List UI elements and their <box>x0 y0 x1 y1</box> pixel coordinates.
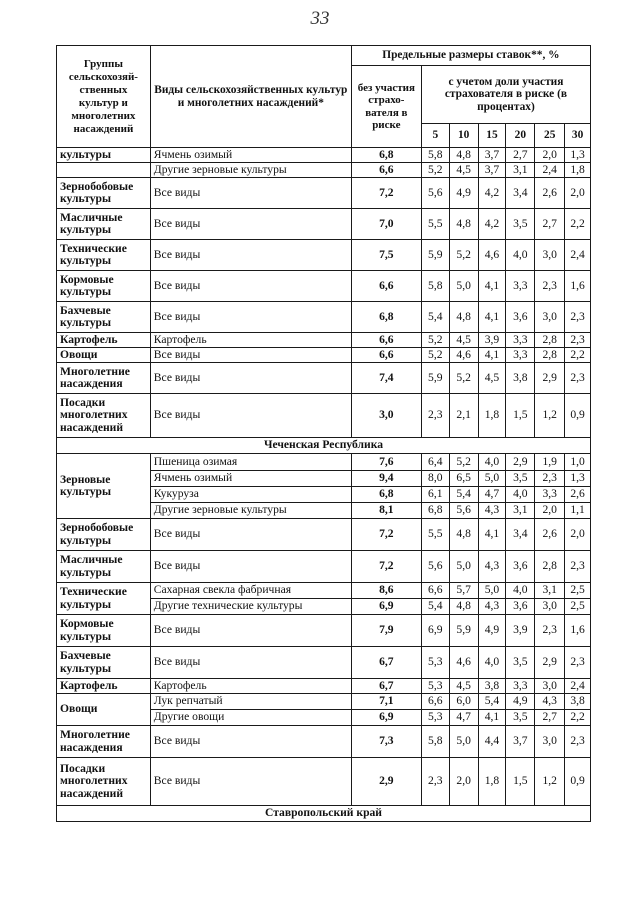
table-row <box>57 615 591 647</box>
share-rate-cell: 6,8 <box>421 503 449 519</box>
share-rate-cell: 2,0 <box>535 503 565 519</box>
share-rate-cell: 2,5 <box>565 583 591 599</box>
group-cell: Кормовые культуры <box>57 271 151 302</box>
share-rate-cell: 4,5 <box>449 679 478 694</box>
group-cell: Технические культуры <box>57 240 151 271</box>
share-rate-cell: 5,8 <box>421 271 449 302</box>
share-rate-cell: 3,0 <box>535 726 565 758</box>
share-rate-cell: 4,1 <box>478 710 506 726</box>
table-row <box>57 148 591 163</box>
table-row <box>57 363 591 394</box>
share-rate-cell: 5,3 <box>421 679 449 694</box>
share-rate-cell: 5,0 <box>478 583 506 599</box>
share-rate-cell: 6,6 <box>421 583 449 599</box>
crop-cell: Все виды <box>150 302 351 333</box>
base-rate-cell: 7,4 <box>351 363 421 394</box>
share-rate-cell: 2,5 <box>565 599 591 615</box>
share-rate-cell: 1,6 <box>565 271 591 302</box>
share-rate-cell: 4,3 <box>478 599 506 615</box>
crop-cell: Все виды <box>150 647 351 679</box>
share-rate-cell: 6,5 <box>449 471 478 487</box>
share-rate-cell: 2,1 <box>449 394 478 438</box>
share-rate-cell: 3,7 <box>506 726 535 758</box>
share-rate-cell: 2,4 <box>565 240 591 271</box>
crop-cell: Другие зерновые культуры <box>150 503 351 519</box>
crop-cell: Кукуруза <box>150 487 351 503</box>
table-row <box>57 209 591 240</box>
header-share-25: 25 <box>535 124 565 148</box>
share-rate-cell: 2,3 <box>565 363 591 394</box>
crop-cell: Пшеница озимая <box>150 454 351 471</box>
share-rate-cell: 2,6 <box>565 487 591 503</box>
share-rate-cell: 5,5 <box>421 209 449 240</box>
header-group: Группы сельскохозяй-ственных культур и многолетних насаждений <box>57 46 151 148</box>
share-rate-cell: 4,1 <box>478 519 506 551</box>
share-rate-cell: 3,1 <box>535 583 565 599</box>
group-cell: Бахчевые культуры <box>57 302 151 333</box>
share-rate-cell: 1,5 <box>506 758 535 806</box>
share-rate-cell: 4,8 <box>449 209 478 240</box>
share-rate-cell: 6,6 <box>421 694 449 710</box>
share-rate-cell: 5,6 <box>421 178 449 209</box>
share-rate-cell: 0,9 <box>565 394 591 438</box>
share-rate-cell: 5,4 <box>478 694 506 710</box>
base-rate-cell: 2,9 <box>351 758 421 806</box>
share-rate-cell: 3,6 <box>506 599 535 615</box>
share-rate-cell: 1,2 <box>535 394 565 438</box>
share-rate-cell: 2,4 <box>565 679 591 694</box>
share-rate-cell: 3,3 <box>506 348 535 363</box>
share-rate-cell: 2,3 <box>535 615 565 647</box>
share-rate-cell: 5,6 <box>449 503 478 519</box>
crop-cell: Картофель <box>150 333 351 348</box>
share-rate-cell: 3,3 <box>506 333 535 348</box>
share-rate-cell: 5,2 <box>421 163 449 178</box>
base-rate-cell: 7,9 <box>351 615 421 647</box>
share-rate-cell: 4,0 <box>506 487 535 503</box>
table-row <box>57 163 591 178</box>
share-rate-cell: 2,6 <box>535 178 565 209</box>
page-number: 33 <box>310 8 330 29</box>
share-rate-cell: 4,0 <box>478 454 506 471</box>
region-title: Чеченская Республика <box>57 438 591 454</box>
share-rate-cell: 4,3 <box>535 694 565 710</box>
region-header-stavropol <box>57 806 591 822</box>
share-rate-cell: 5,9 <box>449 615 478 647</box>
header-share-30: 30 <box>565 124 591 148</box>
share-rate-cell: 5,0 <box>478 471 506 487</box>
table-row <box>57 178 591 209</box>
table-row <box>57 519 591 551</box>
share-rate-cell: 3,1 <box>506 503 535 519</box>
base-rate-cell: 6,8 <box>351 302 421 333</box>
group-cell: Посадки многолетних насаждений <box>57 758 151 806</box>
share-rate-cell: 2,3 <box>565 726 591 758</box>
share-rate-cell: 4,8 <box>449 148 478 163</box>
share-rate-cell: 2,6 <box>535 519 565 551</box>
share-rate-cell: 2,7 <box>535 710 565 726</box>
share-rate-cell: 1,3 <box>565 471 591 487</box>
base-rate-cell: 6,6 <box>351 271 421 302</box>
crop-cell: Все виды <box>150 363 351 394</box>
share-rate-cell: 1,8 <box>565 163 591 178</box>
share-rate-cell: 4,3 <box>478 551 506 583</box>
share-rate-cell: 1,8 <box>478 758 506 806</box>
region-title: Ставропольский край <box>57 806 591 822</box>
share-rate-cell: 4,1 <box>478 348 506 363</box>
crop-cell: Другие овощи <box>150 710 351 726</box>
share-rate-cell: 3,6 <box>506 551 535 583</box>
header-share-15: 15 <box>478 124 506 148</box>
share-rate-cell: 3,9 <box>478 333 506 348</box>
table-row <box>57 647 591 679</box>
share-rate-cell: 5,3 <box>421 647 449 679</box>
share-rate-cell: 4,9 <box>478 615 506 647</box>
header-share-20: 20 <box>506 124 535 148</box>
header-crop: Виды сельскохозяйственных культур и многолетних насаждений* <box>150 46 351 148</box>
base-rate-cell: 6,7 <box>351 647 421 679</box>
share-rate-cell: 5,9 <box>421 363 449 394</box>
share-rate-cell: 2,2 <box>565 209 591 240</box>
table-row <box>57 551 591 583</box>
share-rate-cell: 4,5 <box>449 333 478 348</box>
share-rate-cell: 3,4 <box>506 519 535 551</box>
group-cell: Зерновые культуры <box>57 454 151 519</box>
crop-cell: Все виды <box>150 240 351 271</box>
crop-cell: Другие технические культуры <box>150 599 351 615</box>
share-rate-cell: 3,3 <box>535 487 565 503</box>
share-rate-cell: 1,0 <box>565 454 591 471</box>
share-rate-cell: 1,5 <box>506 394 535 438</box>
crop-cell: Все виды <box>150 726 351 758</box>
share-rate-cell: 0,9 <box>565 758 591 806</box>
share-rate-cell: 6,4 <box>421 454 449 471</box>
base-rate-cell: 6,6 <box>351 333 421 348</box>
share-rate-cell: 8,0 <box>421 471 449 487</box>
share-rate-cell: 5,2 <box>449 454 478 471</box>
share-rate-cell: 6,1 <box>421 487 449 503</box>
share-rate-cell: 2,9 <box>535 647 565 679</box>
base-rate-cell: 8,1 <box>351 503 421 519</box>
share-rate-cell: 2,3 <box>565 551 591 583</box>
share-rate-cell: 4,7 <box>449 710 478 726</box>
share-rate-cell: 2,3 <box>535 471 565 487</box>
share-rate-cell: 3,5 <box>506 209 535 240</box>
base-rate-cell: 6,9 <box>351 710 421 726</box>
share-rate-cell: 3,4 <box>506 178 535 209</box>
share-rate-cell: 2,2 <box>565 348 591 363</box>
share-rate-cell: 2,3 <box>535 271 565 302</box>
share-rate-cell: 2,0 <box>565 178 591 209</box>
share-rate-cell: 1,9 <box>535 454 565 471</box>
group-cell: Картофель <box>57 333 151 348</box>
share-rate-cell: 2,8 <box>535 348 565 363</box>
crop-cell: Все виды <box>150 615 351 647</box>
share-rate-cell: 2,3 <box>421 394 449 438</box>
share-rate-cell: 3,0 <box>535 240 565 271</box>
base-rate-cell: 7,2 <box>351 519 421 551</box>
crop-cell: Другие зерновые культуры <box>150 163 351 178</box>
share-rate-cell: 4,6 <box>478 240 506 271</box>
share-rate-cell: 2,8 <box>535 333 565 348</box>
group-cell <box>57 163 151 178</box>
share-rate-cell: 5,6 <box>421 551 449 583</box>
share-rate-cell: 3,0 <box>535 599 565 615</box>
table-row <box>57 271 591 302</box>
share-rate-cell: 5,0 <box>449 551 478 583</box>
share-rate-cell: 5,2 <box>449 240 478 271</box>
share-rate-cell: 3,5 <box>506 647 535 679</box>
share-rate-cell: 4,2 <box>478 178 506 209</box>
share-rate-cell: 2,0 <box>449 758 478 806</box>
base-rate-cell: 8,6 <box>351 583 421 599</box>
table-row <box>57 394 591 438</box>
group-cell: Картофель <box>57 679 151 694</box>
group-cell: Овощи <box>57 348 151 363</box>
group-cell: Масличные культуры <box>57 551 151 583</box>
share-rate-cell: 2,0 <box>565 519 591 551</box>
base-rate-cell: 6,7 <box>351 679 421 694</box>
table-row <box>57 679 591 694</box>
share-rate-cell: 3,3 <box>506 679 535 694</box>
share-rate-cell: 3,0 <box>535 679 565 694</box>
base-rate-cell: 7,2 <box>351 178 421 209</box>
share-rate-cell: 3,5 <box>506 471 535 487</box>
group-cell: Зернобобовые культуры <box>57 519 151 551</box>
share-rate-cell: 3,7 <box>478 148 506 163</box>
share-rate-cell: 4,0 <box>478 647 506 679</box>
crop-cell: Картофель <box>150 679 351 694</box>
share-rate-cell: 1,8 <box>478 394 506 438</box>
table-row <box>57 583 591 599</box>
table-row <box>57 240 591 271</box>
base-rate-cell: 9,4 <box>351 471 421 487</box>
share-rate-cell: 3,8 <box>506 363 535 394</box>
share-rate-cell: 5,2 <box>449 363 478 394</box>
share-rate-cell: 3,3 <box>506 271 535 302</box>
group-cell: Овощи <box>57 694 151 726</box>
share-rate-cell: 4,8 <box>449 519 478 551</box>
share-rate-cell: 5,4 <box>449 487 478 503</box>
share-rate-cell: 5,4 <box>421 302 449 333</box>
group-cell: Кормовые культуры <box>57 615 151 647</box>
share-rate-cell: 2,7 <box>535 209 565 240</box>
group-cell: Зернобобовые культуры <box>57 178 151 209</box>
share-rate-cell: 4,2 <box>478 209 506 240</box>
share-rate-cell: 4,4 <box>478 726 506 758</box>
share-rate-cell: 3,1 <box>506 163 535 178</box>
group-cell: Масличные культуры <box>57 209 151 240</box>
share-rate-cell: 2,9 <box>535 363 565 394</box>
share-rate-cell: 2,9 <box>506 454 535 471</box>
share-rate-cell: 2,4 <box>535 163 565 178</box>
group-cell: культуры <box>57 148 151 163</box>
crop-cell: Ячмень озимый <box>150 471 351 487</box>
base-rate-cell: 7,5 <box>351 240 421 271</box>
share-rate-cell: 4,7 <box>478 487 506 503</box>
share-rate-cell: 3,8 <box>565 694 591 710</box>
share-rate-cell: 4,3 <box>478 503 506 519</box>
share-rate-cell: 2,3 <box>565 302 591 333</box>
share-rate-cell: 4,5 <box>449 163 478 178</box>
table-row <box>57 758 591 806</box>
table-row <box>57 694 591 710</box>
insurance-rates-table <box>56 45 591 822</box>
header-share-5: 5 <box>421 124 449 148</box>
crop-cell: Все виды <box>150 519 351 551</box>
share-rate-cell: 5,5 <box>421 519 449 551</box>
share-rate-cell: 4,1 <box>478 271 506 302</box>
region-header-chechnya <box>57 438 591 454</box>
crop-cell: Все виды <box>150 348 351 363</box>
base-rate-cell: 7,2 <box>351 551 421 583</box>
share-rate-cell: 5,8 <box>421 148 449 163</box>
share-rate-cell: 4,0 <box>506 240 535 271</box>
group-cell: Многолетние насаждения <box>57 726 151 758</box>
share-rate-cell: 4,6 <box>449 647 478 679</box>
share-rate-cell: 1,3 <box>565 148 591 163</box>
share-rate-cell: 4,1 <box>478 302 506 333</box>
base-rate-cell: 6,8 <box>351 487 421 503</box>
table-row <box>57 726 591 758</box>
crop-cell: Все виды <box>150 209 351 240</box>
crop-cell: Все виды <box>150 551 351 583</box>
table-row <box>57 333 591 348</box>
share-rate-cell: 2,3 <box>565 647 591 679</box>
share-rate-cell: 4,0 <box>506 583 535 599</box>
crop-cell: Лук репчатый <box>150 694 351 710</box>
share-rate-cell: 5,0 <box>449 271 478 302</box>
share-rate-cell: 1,2 <box>535 758 565 806</box>
share-rate-cell: 2,3 <box>565 333 591 348</box>
crop-cell: Все виды <box>150 178 351 209</box>
share-rate-cell: 5,7 <box>449 583 478 599</box>
share-rate-cell: 3,0 <box>535 302 565 333</box>
share-rate-cell: 6,9 <box>421 615 449 647</box>
crop-cell: Все виды <box>150 758 351 806</box>
share-rate-cell: 4,6 <box>449 348 478 363</box>
base-rate-cell: 7,1 <box>351 694 421 710</box>
table-row <box>57 348 591 363</box>
base-rate-cell: 6,6 <box>351 348 421 363</box>
base-rate-cell: 3,0 <box>351 394 421 438</box>
base-rate-cell: 6,6 <box>351 163 421 178</box>
share-rate-cell: 6,0 <box>449 694 478 710</box>
crop-cell: Все виды <box>150 394 351 438</box>
table-body <box>57 148 591 822</box>
header-with-share: с учетом доли участия страхователя в риске (в процентах) <box>421 66 590 124</box>
share-rate-cell: 2,2 <box>565 710 591 726</box>
base-rate-cell: 7,6 <box>351 454 421 471</box>
share-rate-cell: 5,2 <box>421 333 449 348</box>
share-rate-cell: 3,6 <box>506 302 535 333</box>
group-cell: Бахчевые культуры <box>57 647 151 679</box>
share-rate-cell: 2,3 <box>421 758 449 806</box>
share-rate-cell: 3,7 <box>478 163 506 178</box>
share-rate-cell: 5,4 <box>421 599 449 615</box>
share-rate-cell: 1,6 <box>565 615 591 647</box>
share-rate-cell: 3,5 <box>506 710 535 726</box>
table-row <box>57 454 591 471</box>
group-cell: Технические культуры <box>57 583 151 615</box>
group-cell: Многолетние насаждения <box>57 363 151 394</box>
crop-cell: Все виды <box>150 271 351 302</box>
share-rate-cell: 1,1 <box>565 503 591 519</box>
share-rate-cell: 5,2 <box>421 348 449 363</box>
share-rate-cell: 5,8 <box>421 726 449 758</box>
share-rate-cell: 5,9 <box>421 240 449 271</box>
share-rate-cell: 3,8 <box>478 679 506 694</box>
table-row <box>57 302 591 333</box>
share-rate-cell: 4,8 <box>449 302 478 333</box>
base-rate-cell: 6,9 <box>351 599 421 615</box>
share-rate-cell: 5,0 <box>449 726 478 758</box>
share-rate-cell: 4,5 <box>478 363 506 394</box>
base-rate-cell: 7,3 <box>351 726 421 758</box>
share-rate-cell: 4,8 <box>449 599 478 615</box>
share-rate-cell: 2,8 <box>535 551 565 583</box>
share-rate-cell: 3,9 <box>506 615 535 647</box>
base-rate-cell: 6,8 <box>351 148 421 163</box>
crop-cell: Ячмень озимый <box>150 148 351 163</box>
share-rate-cell: 2,0 <box>535 148 565 163</box>
share-rate-cell: 4,9 <box>506 694 535 710</box>
share-rate-cell: 4,9 <box>449 178 478 209</box>
header-limits: Предельные размеры ставок**, % <box>351 46 590 66</box>
header-share-10: 10 <box>449 124 478 148</box>
share-rate-cell: 2,7 <box>506 148 535 163</box>
group-cell: Посадки многолетних насаждений <box>57 394 151 438</box>
share-rate-cell: 5,3 <box>421 710 449 726</box>
header-no-share: без участия страхо-вателя в риске <box>351 66 421 148</box>
crop-cell: Сахарная свекла фабричная <box>150 583 351 599</box>
base-rate-cell: 7,0 <box>351 209 421 240</box>
